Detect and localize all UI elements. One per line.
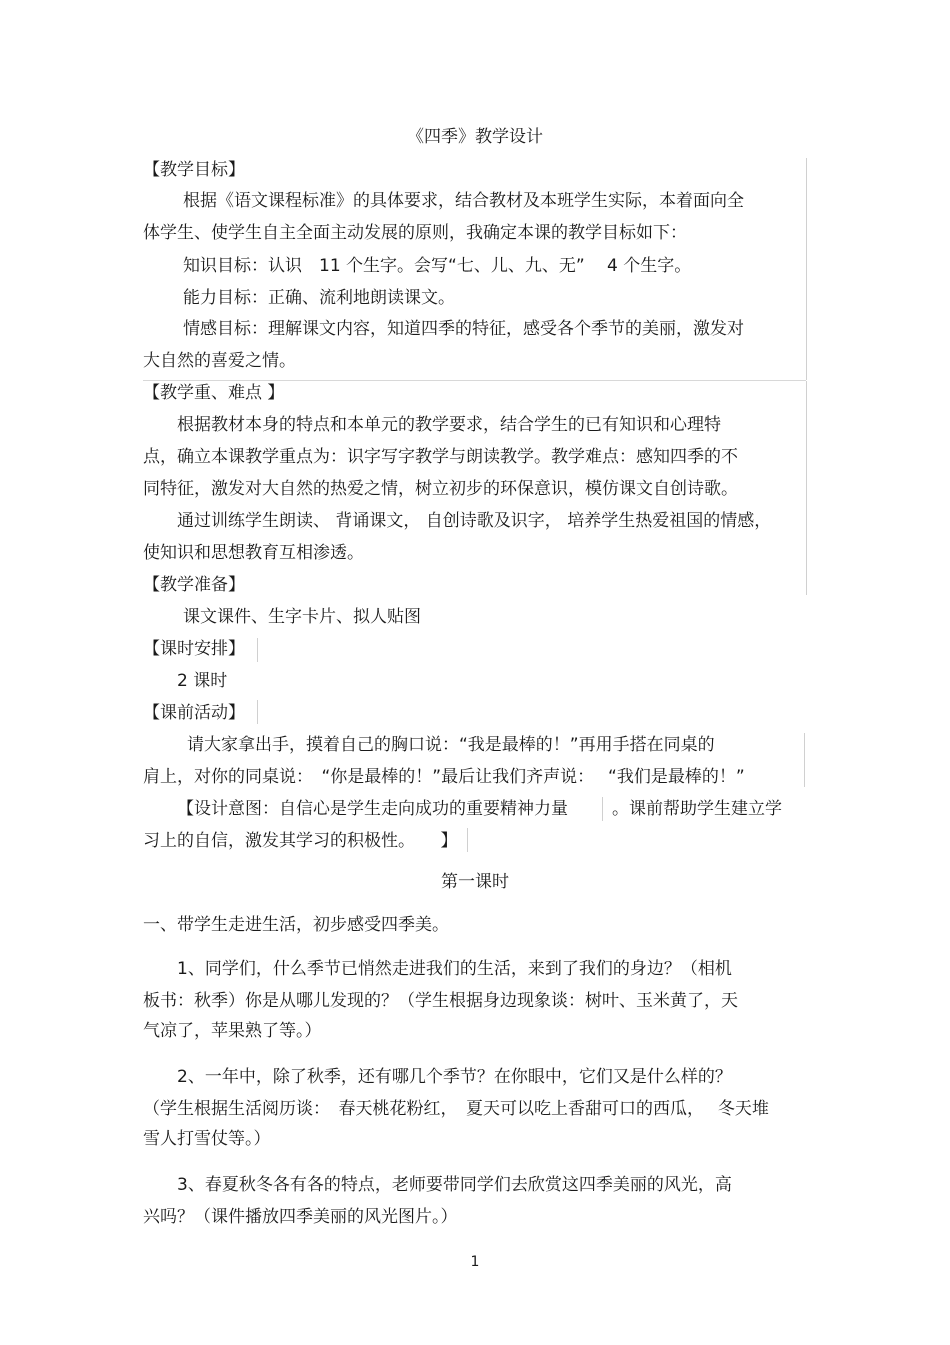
paragraph-line: 请大家拿出手，摸着自己的胸口说：“我是最棒的！”再用手搭在同桌的 <box>187 735 715 755</box>
list-item: 兴吗？（课件播放四季美丽的风光图片。） <box>143 1207 458 1227</box>
ability-objective: 能力目标：正确、流利地朗读课文。 <box>183 288 455 308</box>
design-intent: 【设计意图：自信心是学生走向成功的重要精神力量 <box>177 799 568 819</box>
paragraph-line: 同特征，激发对大自然的热爱之情，树立初步的环保意识，模仿课文自创诗歌。 <box>143 479 738 499</box>
box-border-right <box>257 700 258 724</box>
paragraph-line: 通过训练学生朗读、 背诵课文， 自创诗歌及识字， 培养学生热爱祖国的情感， <box>177 511 772 531</box>
paragraph-line: 大自然的喜爱之情。 <box>143 351 296 371</box>
section-heading-objectives: 【教学目标】 <box>143 160 245 180</box>
list-item: 板书：秋季）你是从哪儿发现的？（学生根据身边现象谈：树叶、玉米黄了，天 <box>143 991 738 1011</box>
knowledge-objective: 知识目标：认识 11 个生字。会写“七、儿、九、无” 4 个生字。 <box>183 256 692 276</box>
list-item: 1、同学们，什么季节已悄然走进我们的生活，来到了我们的身边？（相机 <box>177 959 732 979</box>
box-border-right <box>804 733 805 787</box>
box-border-right <box>257 638 258 662</box>
schedule-content: 2 课时 <box>177 671 228 691</box>
paragraph-line: 点，确立本课教学重点为：识字写字教学与朗读教学。教学难点：感知四季的不 <box>143 447 738 467</box>
list-item: （学生根据生活阅历谈： 春天桃花粉红， 夏天可以吃上香甜可口的西瓜， 冬天堆 <box>143 1099 769 1119</box>
page-number: 1 <box>470 1254 480 1270</box>
box-border-right <box>467 828 468 852</box>
section-title: 一、带学生走进生活，初步感受四季美。 <box>143 915 449 935</box>
paragraph-line: 体学生、使学生自主全面主动发展的原则，我确定本课的教学目标如下： <box>143 223 687 243</box>
paragraph-line: 使知识和思想教育互相渗透。 <box>143 543 364 563</box>
paragraph-line: 根据教材本身的特点和本单元的教学要求，结合学生的已有知识和心理特 <box>177 415 721 435</box>
paragraph-line: 根据《语文课程标准》的具体要求，结合教材及本班学生实际，本着面向全 <box>183 191 744 211</box>
section-heading-key-points: 【教学重、难点 】 <box>143 383 285 403</box>
box-border-right <box>806 381 807 595</box>
list-item: 雪人打雪仗等。） <box>143 1129 271 1149</box>
list-item: 2、一年中，除了秋季，还有哪几个季节？在你眼中，它们又是什么样的？ <box>177 1067 732 1087</box>
emotion-objective: 情感目标：理解课文内容，知道四季的特征，感受各个季节的美丽，激发对 <box>183 319 744 339</box>
section-heading-preparation: 【教学准备】 <box>143 575 245 595</box>
document-title: 《四季》教学设计 <box>407 127 543 147</box>
box-border-top <box>143 380 806 381</box>
design-intent: 。课前帮助学生建立学 <box>612 799 782 819</box>
list-item: 3、春夏秋冬各有各的特点，老师要带同学们去欣赏这四季美丽的风光，高 <box>177 1175 732 1195</box>
section-heading-pre-activity: 【课前活动】 <box>143 703 245 723</box>
section-heading-schedule: 【课时安排】 <box>143 639 245 659</box>
design-intent: 习上的自信，激发其学习的积极性。 】 <box>143 831 458 851</box>
lesson-heading: 第一课时 <box>441 872 509 892</box>
paragraph-line: 肩上，对你的同桌说： “你是最棒的！”最后让我们齐声说： “我们是最棒的！” <box>143 767 745 787</box>
box-border-right <box>806 158 807 380</box>
box-border-right <box>602 797 603 821</box>
list-item: 气凉了，苹果熟了等。） <box>143 1021 322 1041</box>
preparation-content: 课文课件、生字卡片、拟人贴图 <box>183 607 421 627</box>
